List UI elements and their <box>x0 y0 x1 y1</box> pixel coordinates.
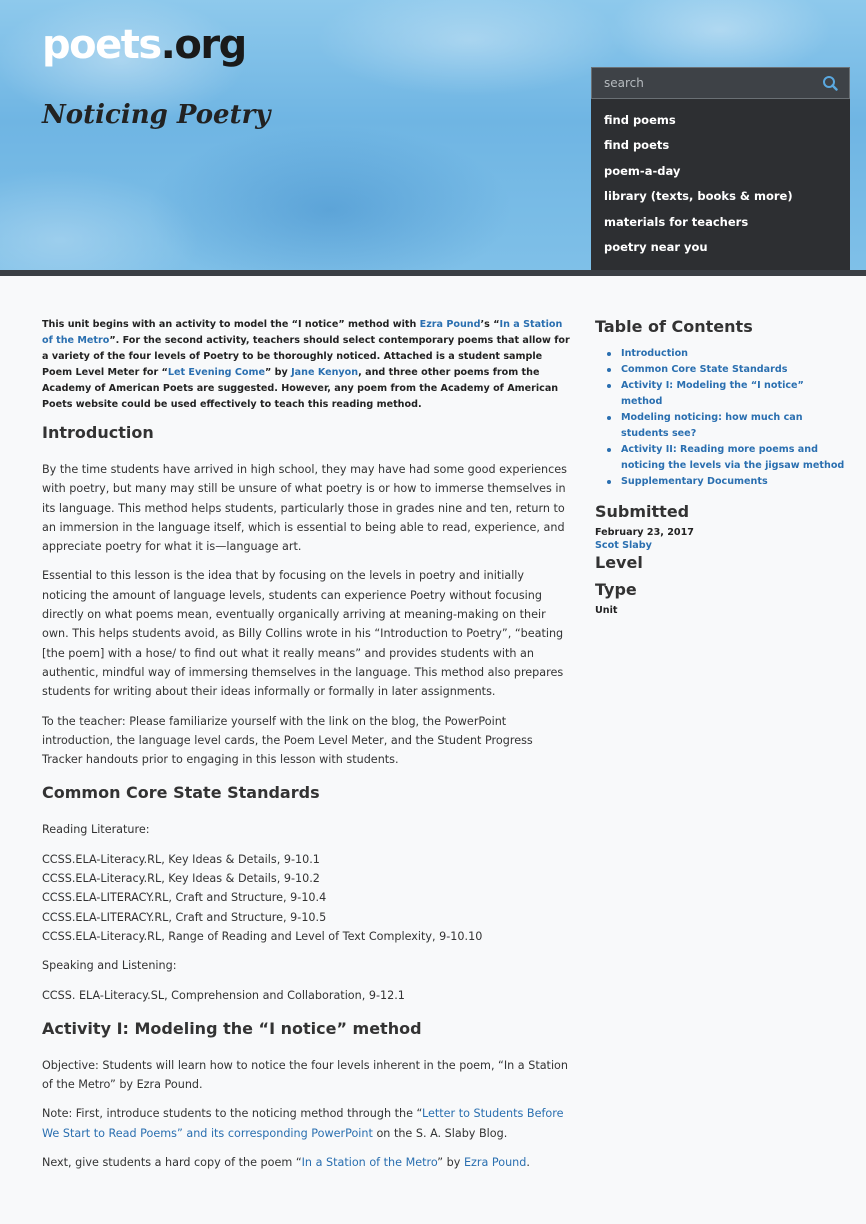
toc-link-activity-1[interactable]: Activity I: Modeling the “I notice” method <box>621 380 804 407</box>
search-icon[interactable] <box>821 74 839 92</box>
toc-item <box>607 474 845 490</box>
toc-link-modeling-noticing[interactable]: Modeling noticing: how much can students see? <box>621 412 803 439</box>
link-letter-to-students[interactable]: Letter to Students Before We Start to Read Poems” and its corresponding PowerPoint <box>42 1107 564 1140</box>
next-text: ” by <box>437 1156 464 1170</box>
nav-poetry-near-you[interactable]: poetry near you <box>604 239 708 254</box>
site-logo[interactable] <box>42 22 246 68</box>
toc-link-activity-2[interactable]: Activity II: Reading more poems and noticing the levels via the jigsaw method <box>621 444 845 471</box>
nav-find-poets[interactable]: find poets <box>604 138 670 153</box>
activity-next <box>42 1153 572 1172</box>
table-of-contents <box>607 346 845 490</box>
standard-item: CCSS.ELA-Literacy.RL, Range of Reading and Level of Text Complexity, 9-10.10 <box>42 929 483 943</box>
toc-item <box>607 410 845 442</box>
heading-activity-1: Activity I: Modeling the “I notice” method <box>42 1018 422 1038</box>
nav-library[interactable]: library (texts, books & more) <box>604 189 793 204</box>
nav-poem-a-day[interactable]: poem-a-day <box>604 163 681 178</box>
intro-text: This unit begins with an activity to model the “I notice” method with <box>42 319 420 330</box>
author-link[interactable]: Scot Slaby <box>595 540 652 551</box>
standard-item: CCSS.ELA-LITERACY.RL, Craft and Structure, 9-10.4 <box>42 891 327 905</box>
logo-text-org: .org <box>160 22 246 68</box>
submitted-heading: Submitted <box>595 502 690 521</box>
link-ezra-pound[interactable]: Ezra Pound <box>463 1156 527 1170</box>
introduction-paragraph: By the time students have arrived in high school, they may have had some good experiences with poetry, but many may still be unsure of what poetry is or how to immerse themselves in its language. This method helps students, particularly those in grades nine and ten, return to an immersion in the language itself, which is essential to being able to read, experience, and appreciate poetry for what it is—language art. <box>42 463 567 554</box>
standard-item: CCSS.ELA-Literacy.RL, Key Ideas & Details, 9-10.2 <box>42 872 320 886</box>
intro-text: ”. For the second activity, teachers should select contemporary poems that allow for a variety of the four levels of Poetry to be thoroughly noticed. Attached is a student sample Poem Level Meter for “ <box>42 335 570 378</box>
sidebar <box>595 317 845 616</box>
next-text: . <box>526 1156 530 1170</box>
heading-introduction: Introduction <box>42 423 154 442</box>
speaking-standards-list <box>42 986 572 1005</box>
intro-text: ” by <box>265 367 292 378</box>
submitted-date: February 23, 2017 <box>595 527 694 538</box>
toc-item <box>607 362 845 378</box>
reading-literature-label: Reading Literature: <box>42 823 150 837</box>
heading-standards: Common Core State Standards <box>42 783 320 803</box>
nav-materials-for-teachers[interactable]: materials for teachers <box>604 214 749 229</box>
standard-item: CCSS.ELA-LITERACY.RL, Craft and Structure, 9-10.5 <box>42 910 327 924</box>
nav-find-poems[interactable]: find poems <box>604 113 676 127</box>
next-text: Next, give students a hard copy of the poem “ <box>42 1156 302 1170</box>
page-title: Noticing Poetry <box>42 100 271 130</box>
link-in-a-station-of-the-metro[interactable]: In a Station of the Metro <box>301 1156 438 1170</box>
intro-summary <box>42 317 572 413</box>
level-heading: Level <box>595 553 643 572</box>
link-jane-kenyon[interactable]: Jane Kenyon <box>291 367 359 378</box>
search-input[interactable] <box>604 76 821 90</box>
introduction-paragraph: To the teacher: Please familiarize yourself with the link on the blog, the PowerPoint introduction, the language level cards, the Poem Level Meter, and the Student Progress Tracker handouts prior to engaging in this lesson with students. <box>42 714 533 767</box>
intro-text: ’s “ <box>480 319 500 330</box>
intro-text: , and three other poems from the Academy of American Poets are suggested. However, any poem from the Academy of American Poets website could be used effectively to teach this reading method. <box>42 367 559 410</box>
note-text: Note: First, introduce students to the noticing method through the “ <box>42 1107 422 1121</box>
toc-link-introduction[interactable]: Introduction <box>621 348 688 359</box>
speaking-listening-label: Speaking and Listening: <box>42 959 177 973</box>
toc-item <box>607 378 845 410</box>
note-text: on the S. A. Slaby Blog. <box>372 1126 508 1140</box>
standard-item: CCSS.ELA-Literacy.RL, Key Ideas & Details, 9-10.1 <box>42 852 320 866</box>
activity-objective: Objective: Students will learn how to notice the four levels inherent in the poem, “In a Station of the Metro” by Ezra Pound. <box>42 1058 568 1092</box>
link-ezra-pound[interactable]: Ezra Pound <box>419 319 481 330</box>
introduction-paragraph: Essential to this lesson is the idea that by focusing on the levels in poetry and initially noticing the amount of language levels, students can experience Poetry without focusing directly on what poems mean, eventually organically arriving at meaning-making on their own. This helps students avoid, as Billy Collins wrote in his “Introduction to Poetry”, “beating [the poem] with a hose/ to find out what it really means” and provides students with an authentic, mindful way of immersing themselves in the language. This method also prepares students for writing about their ideas informally or formally in later assignments. <box>42 569 564 699</box>
toc-item <box>607 346 845 362</box>
toc-link-standards[interactable]: Common Core State Standards <box>621 364 788 375</box>
toc-item <box>607 442 845 474</box>
header-divider <box>0 270 866 276</box>
toc-heading: Table of Contents <box>595 317 753 336</box>
type-value: Unit <box>595 605 618 616</box>
type-heading: Type <box>595 580 637 599</box>
search-box <box>591 67 850 99</box>
link-let-evening-come[interactable]: Let Evening Come <box>167 367 265 378</box>
activity-note <box>42 1104 572 1143</box>
reading-standards-list <box>42 850 572 946</box>
main-content <box>42 317 572 1182</box>
header-banner <box>0 0 866 270</box>
logo-text-poets: poets <box>42 22 161 68</box>
standard-item: CCSS. ELA-Literacy.SL, Comprehension and Collaboration, 9-12.1 <box>42 988 405 1002</box>
toc-link-supplementary[interactable]: Supplementary Documents <box>621 476 768 487</box>
main-nav <box>591 99 850 270</box>
link-in-a-station-of-the-metro[interactable]: In a Station of the Metro <box>42 319 563 346</box>
